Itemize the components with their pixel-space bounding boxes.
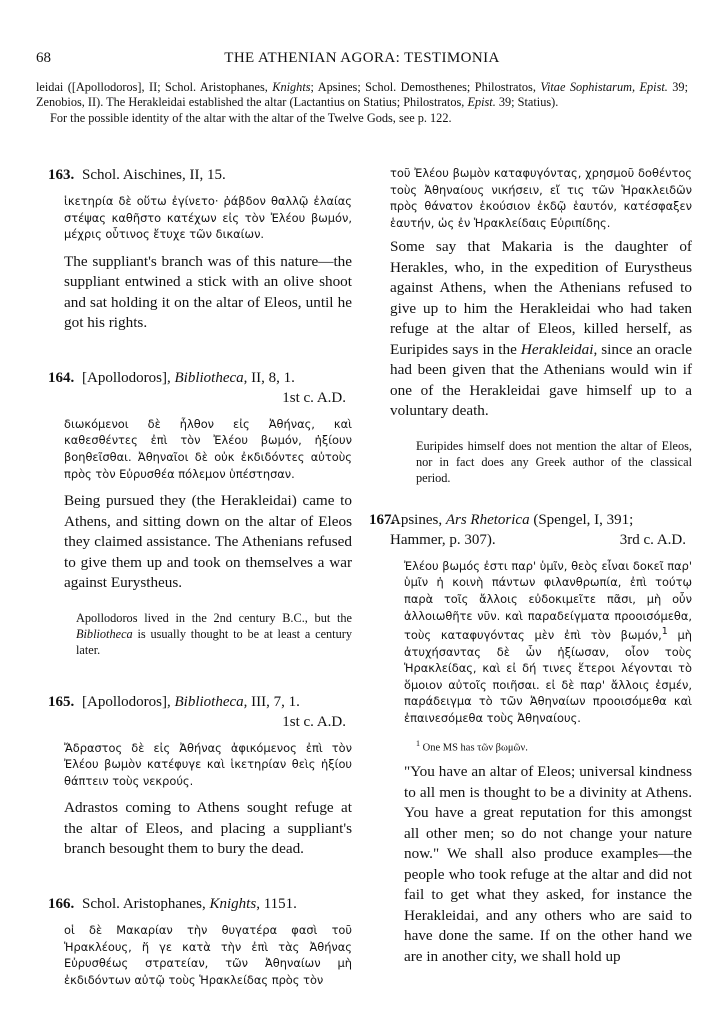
entry-number: 165. bbox=[48, 693, 75, 710]
english-translation: "You have an altar of Eleos; universal kindness to all men is thought to be a divinity at Athens. You have a great reputation for this amongst all other men; so do not change your nature now." We shall also produce examples—the people who took refuge at the altar and did not fail to get what they asked, for instance the Herakleidai, and any others who are said to have done the same. If on the other hand we are in another city, we shall hold up bbox=[404, 763, 692, 965]
entry-number: 166. bbox=[48, 895, 75, 912]
english-translation: Adrastos coming to Athens sought refuge at the altar of Eleos, and placing a suppliant's branch besought them to bury the dead. bbox=[64, 799, 352, 858]
entry-heading bbox=[50, 692, 352, 732]
entry-date: 1st c. A.D. bbox=[282, 713, 346, 730]
entry-166 bbox=[50, 894, 352, 988]
english-translation: Some say that Makaria is the daughter of Herakles, who, in the expedition of Eurystheus against Athens, when the Athenians refused to give up to him the Herakleidai who had taken refuge at the altar of Eleos, killed herself, as Euripides says in the Herakleidai, since an oracle had been given that the Athenians would win if one of the Herakleidai gave himself up to a voluntary death. bbox=[390, 238, 692, 420]
entry-number: 163. bbox=[48, 167, 75, 183]
entry-heading bbox=[50, 165, 352, 185]
entry-number: 164. bbox=[48, 369, 75, 386]
page-number: 68 bbox=[36, 50, 51, 66]
greek-text: ἱκετηρία δὲ οὕτω ἐγίνετο· ῥάβδον θαλλῷ ἐλαίας στέψας καθῆστο κατέχων εἰς τὸν Ἐλέου βωμόν, μέχρις οὗτινος ἔτυχε τῶν δικαίων. bbox=[64, 194, 352, 242]
entry-number: 167. bbox=[369, 511, 396, 528]
english-translation: Being pursued they (the Herakleidai) came to Athens, and sitting down on the altar of Eleos they claimed assistance. The Athenians refused to give them up and took on themselves a war against Eurystheus. bbox=[64, 492, 352, 592]
entry-reference: [Apollodoros], Bibliotheca, III, 7, 1. bbox=[82, 693, 300, 710]
page-header bbox=[36, 50, 688, 70]
greek-text-continued: τοῦ Ἐλέου βωμὸν καταφυγόντας, χρησμοῦ δοθέντος τοὺς Ἀθηναίους νικήσειν, εἴ τις τῶν Ἡρακλειδῶν πρὸς θάνατον ἑκούσιον ἐκδῷ ἑαυτόν, κατέσφαξεν ἑαυτήν, ὡς ἐν Ἡρακλείδαις Εὐριπίδης. bbox=[390, 166, 692, 230]
entry-heading bbox=[50, 894, 352, 914]
entry-163 bbox=[50, 165, 352, 334]
entry-heading bbox=[50, 368, 352, 408]
greek-text: διωκόμενοι δὲ ἦλθον εἰς Ἀθήνας, καὶ καθεσθέντες ἐπὶ τὸν Ἐλέου βωμόν, ἠξίουν βοηθεῖσθαι. Ἀθηναῖοι δὲ οὐκ ἐκδιδόντες αὐτοὺς πρὸς τὸν Εὐρυσθέα πόλεμον ὑπέστησαν. bbox=[64, 416, 352, 481]
entry-date: 3rd c. A.D. bbox=[619, 531, 686, 548]
intro-sources: leidai ([Apollodoros], II; Schol. Aristophanes, Knights; Apsines; Schol. Demosthenes; Philostratos, Vitae Sophistarum, Epist. 39; Zenobios, II). The Herakleidai established the altar (Lactantius on Statius; Philostratos, Epist. 39; Statius). bbox=[36, 80, 688, 110]
greek-text: Ἐλέου βωμός ἐστι παρ' ὑμῖν, θεὸς εἶναι δοκεῖ παρ' ὑμῖν ἡ κοινὴ πάντων φιλανθρωπία, ἐπὶ τούτῳ παρὰ τοῖς ἄλλοις εὐδοκιμεῖτε πᾶσι, μὴ οὖν ἀλλοιωθῆτε νῦν. καὶ παραδείγματα προοισόμεθα, τοὺς καταφυγόντας μὲν ἐπὶ τὸν βωμόν,$^1$ μὴ ἀτυχήσαντας δὲ ὧν ἠξίωσαν, οἷον τοὺς Ἡρακλείδας, καὶ εἰ δή τινες ἕτεροι λέγονται τὸ ὅμοιον αὐτοῖς ποιῆσαι. εἰ δὲ παρ' ἄλλοις ἐσμέν, παράδειγμα τὸ τῶν Ἀθηναίων προοισόμεθα καὶ ἐπαινεσόμεθα τοὺς Ἀθηναίους. bbox=[404, 558, 693, 726]
editorial-note: Euripides himself does not mention the altar of Eleos, nor in fact does any Greek author of the classical period. bbox=[416, 438, 692, 485]
greek-text: Ἄδραστος δὲ εἰς Ἀθήνας ἀφικόμενος ἐπὶ τὸν Ἐλέου βωμὸν κατέφυγε καὶ ἱκετηρίαν θεὶς ἠξίου θάπτειν τοὺς νεκρούς. bbox=[64, 740, 352, 788]
entry-166-continued bbox=[390, 165, 692, 486]
intro-paragraph bbox=[36, 80, 688, 126]
entry-reference: Apsines, Ars Rhetorica (Spengel, I, 391; Hammer, p. 307). bbox=[390, 511, 634, 548]
footnote: $^1$ One MS has τῶν βωμῶν. bbox=[416, 738, 528, 754]
entry-heading bbox=[369, 510, 692, 550]
intro-twelve-gods-note: For the possible identity of the altar with the altar of the Twelve Gods, see p. 122. bbox=[50, 110, 452, 125]
entry-reference: Schol. Aischines, II, 15. bbox=[82, 167, 226, 183]
entry-reference: [Apollodoros], Bibliotheca, II, 8, 1. bbox=[82, 369, 295, 386]
footnote-marker: 1 bbox=[661, 626, 668, 638]
running-title: THE ATHENIAN AGORA: TESTIMONIA bbox=[224, 50, 500, 66]
greek-text: οἱ δὲ Μακαρίαν τὴν θυγατέρα φασὶ τοῦ Ἡρακλέους, ἥ γε κατὰ τὴν ἐπὶ τὰς Ἀθήνας Εὐρυσθέως στρατείαν, τῶν Ἀθηναίων μὴ ἐκδιδόντων αὐτῷ τοὺς Ἡρακλείδας πρὸς τὸν bbox=[64, 922, 352, 987]
editorial-note: Apollodoros lived in the 2nd century B.C., but the Bibliotheca is usually thought to be at least a century later. bbox=[76, 610, 352, 657]
entry-165 bbox=[50, 692, 352, 860]
entry-167 bbox=[369, 510, 693, 967]
entry-date: 1st c. A.D. bbox=[282, 389, 346, 406]
entry-reference: Schol. Aristophanes, Knights, 1151. bbox=[82, 895, 297, 912]
entry-164 bbox=[50, 368, 352, 658]
right-column bbox=[369, 165, 693, 967]
english-translation: The suppliant's branch was of this nature—the suppliant entwined a stick with an olive shoot and sat holding it on the altar of Eleos, until he got his rights. bbox=[64, 252, 352, 332]
left-column bbox=[50, 165, 352, 988]
